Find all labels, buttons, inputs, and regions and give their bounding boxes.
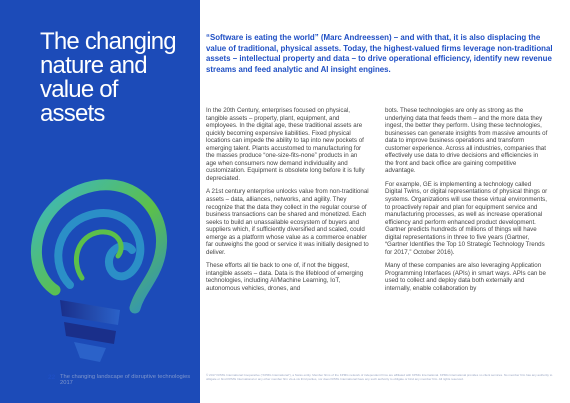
body-column-right (385, 107, 548, 299)
title-line: nature and (40, 52, 147, 79)
lightbulb-illustration (0, 150, 200, 380)
left-panel (0, 0, 200, 403)
title-line: value of (40, 76, 118, 103)
paragraph: In the 20th Century, enterprises focused on physical, tangible assets – property, plant, equipment, and employees. In the digital age, these traditional assets are quickly becoming expensive liabilities. Fixed physical locations can impede the ability to tap into new pockets of emerging talent. Plants accustomed to manufacturing for the masses produce “one-size-fits-none” products in an age when consumers now demand individuality and customization. Equipment is obsolete long before it is fully depreciated. (206, 107, 365, 182)
paragraph: These efforts all tie back to one of, if not the biggest, intangible assets – data. Data is the lifeblood of emerging technologies, including AI/Machine Learning, IoT, autonomous vehicles, drones, and (206, 262, 364, 293)
bulb-base (60, 300, 120, 325)
paragraph: Many of these companies are also leveraging Application Programming Interfaces (APIs) in smart ways. APIs can be used to collect and deploy data both externally and internally, enable collaboration by (385, 262, 546, 293)
legal-notice: © 2017 KPMG International Cooperative (“KPMG International”), a Swiss entity. Member firms of the KPMG network of independent firms are affiliated with KPMG International. KPMG International provides no client services. No member firm has any authority to obligate or bind KPMG International or any other member firm vis-à-vis third parties, nor does KPMG International have any such authority to obligate or bind any member firm. All rights reserved. (206, 373, 553, 381)
bulb-spiral (58, 213, 140, 285)
title-line: The changing (40, 28, 176, 55)
footer-title: The changing landscape of disruptive technologies 2017 (60, 374, 191, 386)
paragraph: A 21st century enterprise unlocks value from non-traditional assets – data, alliances, networks, and agility. They recognize that the data they collect in the regular course of business transactions can be shared and monetized. Each seeks to build an unassailable ecosystem of buyers and suppliers which, if sufficiently diversified and scaled, could emerge as a platform whose value as a commerce enabler far outweighs the good or service it was initially designed to deliver. (206, 188, 369, 256)
paragraph: For example, GE is implementing a technology called Digital Twins, or digital representations of physical things or systems. Organizations will use these virtual environments, to proactively repair and plan for equipment service and manufacturing processes, as well as increase operational efficiency and perform enhanced product development. Gartner predicts hundreds of millions of things will have digital representations in three to five years (Gartner, “Gartner Identifies the Top 10 Strategic Technology Trends for 2017,” October 2016). (385, 180, 548, 256)
paragraph: bots. These technologies are only as strong as the underlying data that feeds them – and the more data they ingest, the better they perform. Using these technologies, businesses can generate insights from massive amounts of data to improve business operations and transform customer experience. Across all industries, companies that effectively use data to drive decisions and efficiencies in the front and back office are gaining competitive advantage. (385, 107, 548, 175)
page-title (40, 30, 200, 126)
page-number: 22 (48, 374, 56, 381)
body-column-left (206, 107, 369, 299)
title-line: assets (40, 100, 105, 127)
bulb-base-tip (74, 342, 106, 362)
lede-quote: “Software is eating the world” (Marc Andreessen) – and with that, it is also displacing the value of traditional, physical assets. Today, the highest-valued firms leverage non-traditional assets – intellectual property and data – to drive operational efficiency, identify new revenue streams and feed analytic and AI insight engines. (206, 33, 553, 74)
bulb-base-ring (64, 322, 116, 344)
